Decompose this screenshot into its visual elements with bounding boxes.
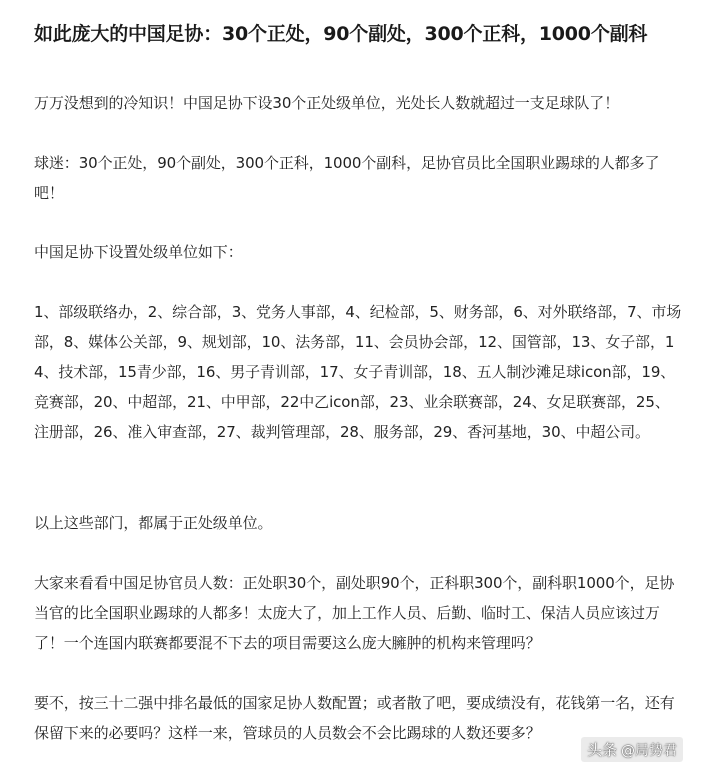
watermark-source: 头条 bbox=[586, 741, 617, 759]
watermark-handle: @局势君 bbox=[621, 742, 677, 759]
paragraph-departments-list: 1、部级联络办，2、综合部，3、党务人事部，4、纪检部，5、财务部，6、对外联络部，7、市场部，8、媒体公关部，9、规划部，10、法务部，11、会员协会部，12、国管部，13、女子部，14、技术部，15青少部，16、男子青训部，17、女子青训部，18、五人制沙滩足球icon部，19、竞赛部，20、中超部，21、中甲部，22中乙icon部，23、业余联赛部，24、女足联赛部，25、注册部，26、准入审查部，27、裁判管理部，28、服务部，29、香河基地，30、中超公司。 bbox=[34, 303, 682, 441]
paragraph-conclusion: 要不，按三十二强中排名最低的国家足协人数配置；或者散了吧，要成绩没有，花钱第一名，还有保留下来的必要吗？这样一来，管球员的人员数会不会比踢球的人数还要多？ bbox=[34, 694, 675, 742]
article-title: 如此庞大的中国足协：30个正处，90个副处，300个正科，1000个副科 bbox=[34, 23, 648, 45]
paragraph-officials-count: 大家来看看中国足协官员人数：正处职30个，副处职90个，正科职300个，副科职1000个，足协当官的比全国职业踢球的人都多！太庞大了，加上工作人员、后勤、临时工、保洁人员应该过万了！一个连国内联赛都要混不下去的项目需要这么庞大臃肿的机构来管理吗？ bbox=[34, 574, 675, 652]
paragraph-intro: 万万没想到的冷知识！中国足协下设30个正处级单位，光处长人数就超过一支足球队了！ bbox=[34, 94, 620, 112]
source-watermark bbox=[581, 737, 683, 762]
paragraph-departments-heading: 中国足协下设置处级单位如下： bbox=[34, 243, 243, 261]
paragraph-fans-comment: 球迷：30个正处，90个副处，300个正科，1000个副科，足协官员比全国职业踢球的人都多了吧！ bbox=[34, 154, 660, 202]
paragraph-departments-level: 以上这些部门，都属于正处级单位。 bbox=[34, 514, 273, 532]
